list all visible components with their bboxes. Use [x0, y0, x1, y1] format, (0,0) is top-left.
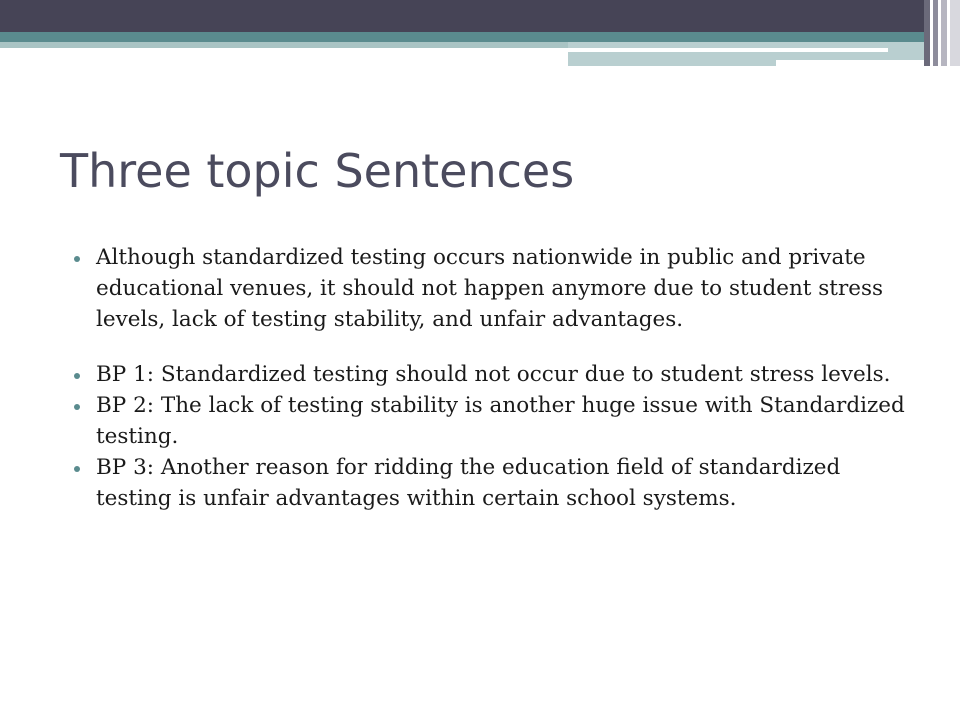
- bullet-text: BP 2: The lack of testing stability is another huge issue with Standardized testing.: [96, 393, 905, 449]
- list-item: [70, 242, 920, 335]
- bullet-text: BP 3: Another reason for ridding the education field of standardized testing is unfair advantages within certain school systems.: [96, 455, 841, 511]
- bullet-text: BP 1: Standardized testing should not occur due to student stress levels.: [96, 362, 891, 387]
- bullet-list: [70, 242, 920, 514]
- bullet-text: Although standardized testing occurs nationwide in public and private educational venues, it should not happen anymore due to student stress levels, lack of testing stability, and unfair advantages.: [96, 245, 884, 332]
- list-item: [70, 452, 920, 514]
- list-item: [70, 359, 920, 390]
- header-band-dark: [0, 0, 960, 32]
- bullet-icon: [74, 404, 80, 410]
- header-band-right-line: [568, 48, 888, 52]
- header-band-strip: [0, 42, 570, 48]
- list-item: [70, 390, 920, 452]
- bullet-icon: [74, 373, 80, 379]
- slide-title: Three topic Sentences: [60, 144, 575, 198]
- bullet-icon: [74, 466, 80, 472]
- header-band-teal: [0, 32, 960, 42]
- bullet-icon: [74, 256, 80, 262]
- header-decorative-bars: [924, 0, 960, 66]
